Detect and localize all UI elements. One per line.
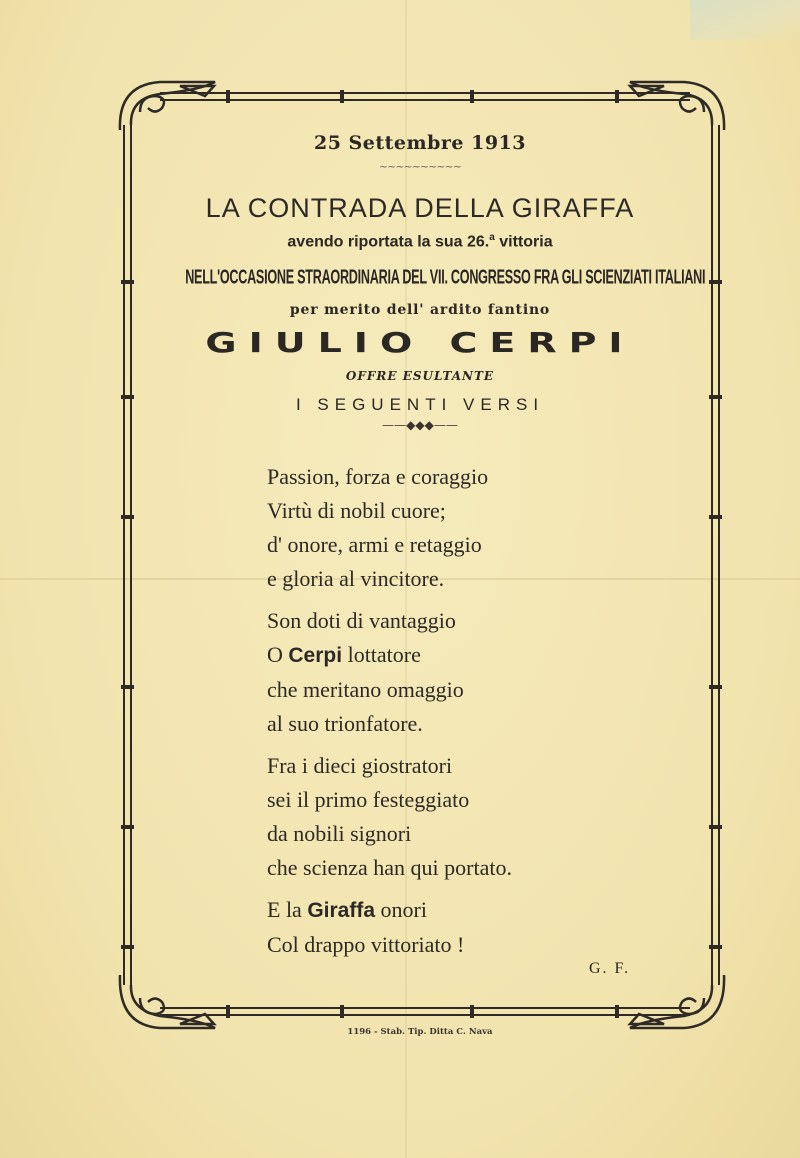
poem-line: che scienza han qui portato. <box>267 855 512 880</box>
diamond-ornament: ——◆◆◆—— <box>382 418 458 432</box>
poem-stanza-4 <box>267 893 687 962</box>
poem-line: e gloria al vincitore. <box>267 566 445 591</box>
offre-line: OFFRE ESULTANTE <box>345 369 495 383</box>
poem-line: sei il primo festeggiato <box>267 787 470 812</box>
poem-line: che meritano omaggio <box>267 677 464 702</box>
poem-stanza-2 <box>267 604 687 741</box>
poem-line: Virtù di nobil cuore; <box>267 498 446 523</box>
poem-line: d' onore, armi e retaggio <box>267 532 482 557</box>
printer-imprint: 1196 - Stab. Tip. Ditta C. Nava <box>347 1027 493 1037</box>
victory-line-text: avendo riportata la sua 26. <box>287 233 490 251</box>
poem-line <box>267 638 687 673</box>
signature-initials: G. F. <box>589 960 631 977</box>
poem-line: Passion, forza e coraggio <box>267 464 489 489</box>
victory-line <box>130 232 710 251</box>
victory-ordinal-suffix: a <box>489 232 495 243</box>
poem-stanza-1 <box>267 460 687 596</box>
poem-fragment: onori <box>375 897 427 922</box>
poem-fragment: E la <box>267 897 308 922</box>
poem-line <box>267 893 687 928</box>
victory-line-end: vittoria <box>494 233 553 251</box>
occasion-line: NELL'OCCASIONE STRAORDINARIA DEL VII. CONGRESSO FRA GLI SCIENZIATI ITALIANI <box>185 266 706 289</box>
poem-line: al suo trionfatore. <box>267 711 423 736</box>
wavy-ornament: ~~~~~~~~~~ <box>378 160 462 173</box>
poem-line: Fra i dieci giostratori <box>267 753 453 778</box>
poem-fragment: O <box>267 642 289 667</box>
poem-line: Col drappo vittoriato ! <box>267 932 465 957</box>
poem-bold-name-giraffa: Giraffa <box>307 899 376 922</box>
poem-fragment: lottatore <box>342 642 421 667</box>
poem-line: da nobili signori <box>267 821 412 846</box>
date-heading: 25 Settembre 1913 <box>314 132 526 154</box>
poem <box>267 460 687 970</box>
jockey-name: GIULIO CERPI <box>205 327 635 359</box>
title-contrada: LA CONTRADA DELLA GIRAFFA <box>205 193 635 223</box>
merit-line: per merito dell' ardito fantino <box>289 302 551 318</box>
poem-line: Son doti di vantaggio <box>267 608 456 633</box>
poem-bold-name-cerpi: Cerpi <box>288 644 343 667</box>
verses-heading: I SEGUENTI VERSI <box>295 395 545 414</box>
poem-stanza-3 <box>267 749 687 885</box>
